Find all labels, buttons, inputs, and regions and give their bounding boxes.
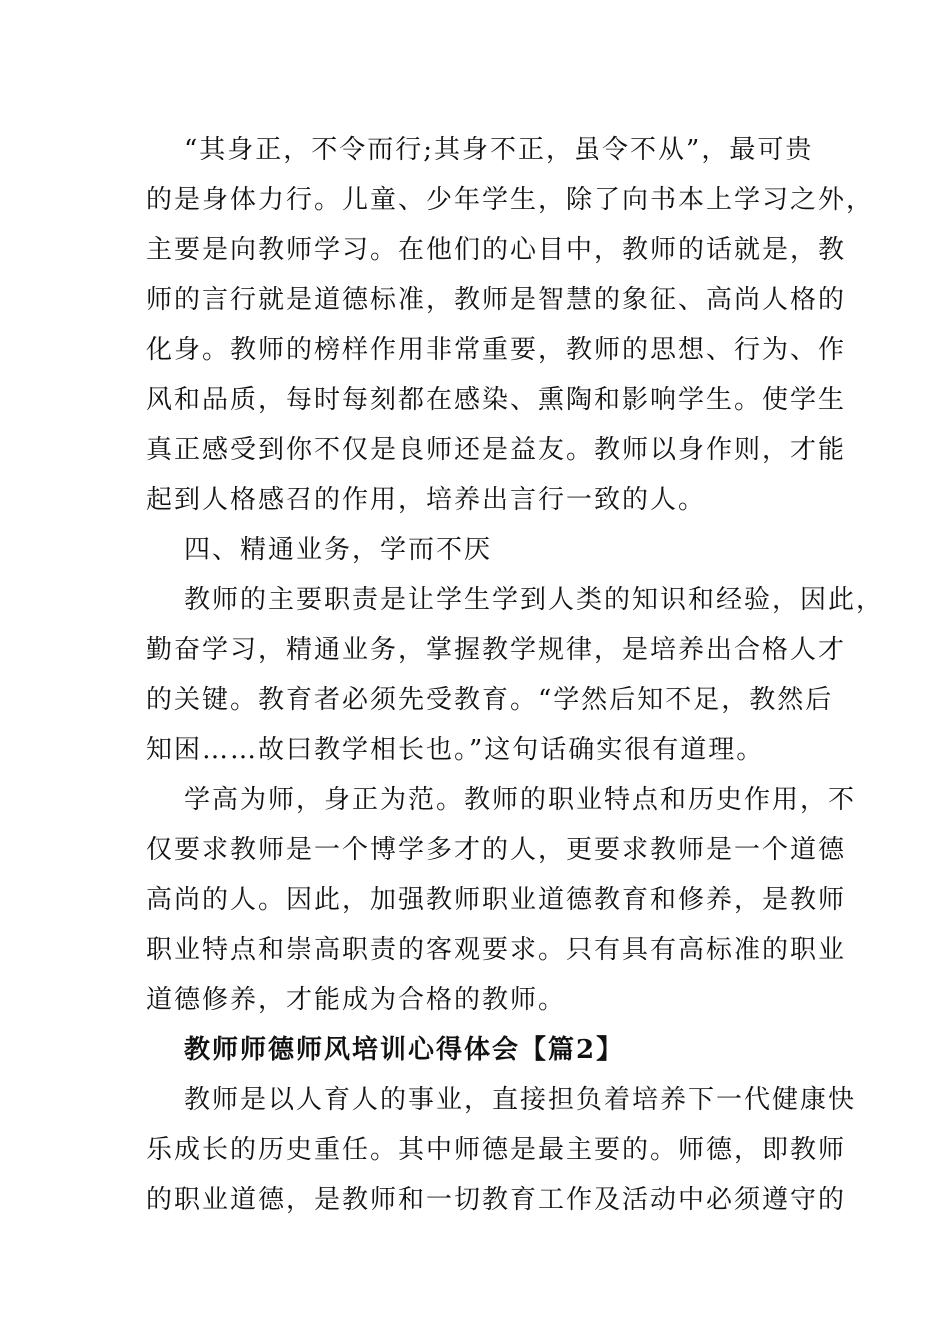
paragraph-line: 高尚的人。因此，加强教师职业道德教育和修养，是教师 (146, 885, 847, 915)
paragraph-line: 勤奋学习，精通业务，掌握教学规律，是培养出合格人才 (146, 635, 847, 665)
paragraph-line: 仅要求教师是一个博学多才的人，更要求教师是一个道德 (146, 835, 847, 865)
paragraph-line: 风和品质，每时每刻都在感染、熏陶和影响学生。使学生 (146, 385, 847, 415)
paragraph-line: 的是身体力行。儿童、少年学生，除了向书本上学习之外， (146, 185, 875, 215)
paragraph-line: 乐成长的历史重任。其中师德是最主要的。师德，即教师 (146, 1135, 847, 1165)
paragraph-line: 学高为师，身正为范。教师的职业特点和历史作用，不 (184, 785, 857, 815)
paragraph-line: 职业特点和崇高职责的客观要求。只有具有高标准的职业 (146, 935, 847, 965)
paragraph-line: 师的言行就是道德标准，教师是智慧的象征、高尚人格的 (146, 285, 847, 315)
paragraph-line: 的关键。教育者必须先受教育。“学然后知不足，教然后 (146, 685, 834, 715)
paragraph-line: 化身。教师的榜样作用非常重要，教师的思想、行为、作 (146, 335, 847, 365)
paragraph-line: 起到人格感召的作用，培养出言行一致的人。 (146, 485, 707, 515)
section-heading: 四、精通业务，学而不厌 (184, 535, 493, 565)
paragraph-line: 主要是向教师学习。在他们的心目中，教师的话就是，教 (146, 235, 847, 265)
paragraph-line: “其身正，不令而行;其身不正，虽令不从”，最可贵 (184, 135, 814, 165)
paragraph-line: 知困……故曰教学相长也。”这句话确实很有道理。 (146, 735, 765, 765)
article-heading: 教师师德师风培训心得体会【篇2】 (184, 1035, 625, 1065)
paragraph-line: 的职业道德，是教师和一切教育工作及活动中必须遵守的 (146, 1185, 847, 1215)
paragraph-line: 教师的主要职责是让学生学到人类的知识和经验，因此， (184, 585, 885, 615)
paragraph-line: 教师是以人育人的事业，直接担负着培养下一代健康快 (184, 1085, 857, 1115)
paragraph-line: 道德修养，才能成为合格的教师。 (146, 985, 567, 1015)
paragraph-line: 真正感受到你不仅是良师还是益友。教师以身作则，才能 (146, 435, 847, 465)
